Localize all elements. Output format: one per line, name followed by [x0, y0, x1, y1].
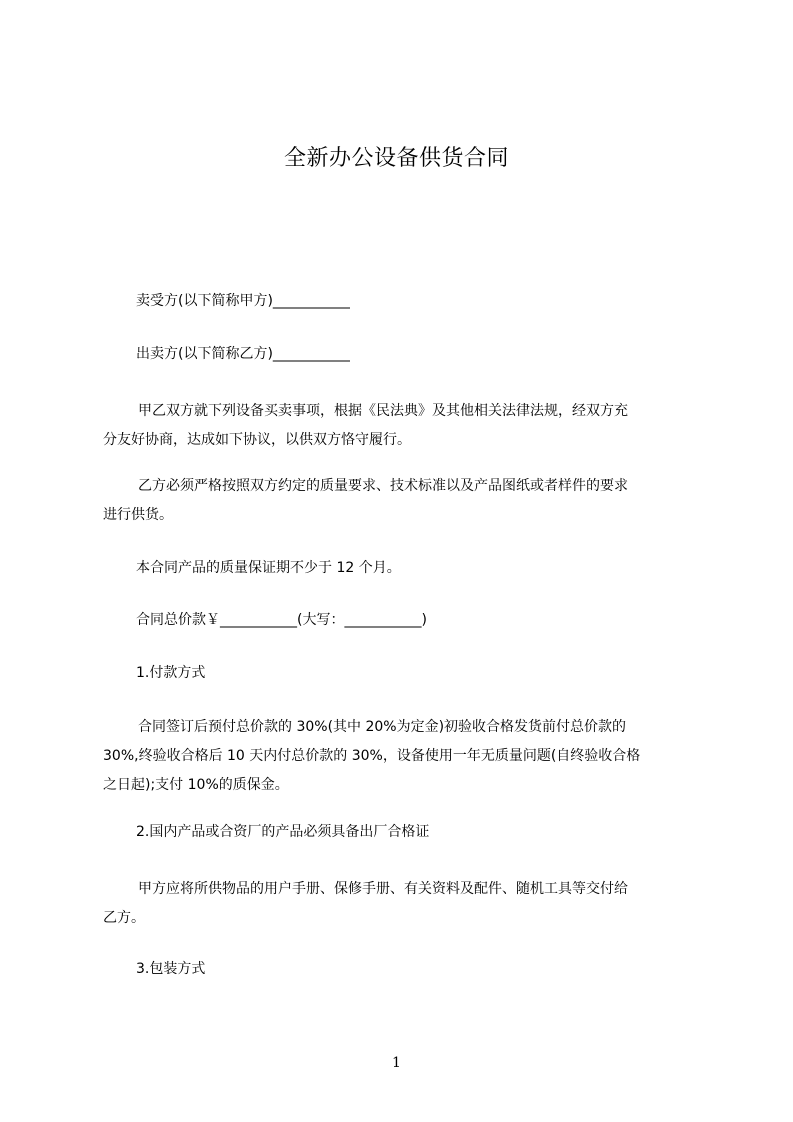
section-2-heading: 2.国内产品或合资厂的产品必须具备出厂合格证	[136, 824, 430, 840]
documents-paragraph	[103, 875, 703, 933]
payment-paragraph	[103, 713, 703, 800]
payment-line-1: 合同签订后预付总价款的 30%(其中 20%为定金)初验收合格发货前付总价款的	[138, 719, 627, 735]
intro-paragraph	[103, 397, 703, 455]
section-1-heading: 1.付款方式	[136, 665, 206, 681]
payment-line-2: 30%,终验收合格后 10 天内付总价款的 30%，设备使用一年无质量问题(自终验收合格	[103, 748, 641, 764]
page-number: 1	[392, 1055, 401, 1071]
intro-line-1: 甲乙双方就下列设备买卖事项，根据《民法典》及其他相关法律法规，经双方充	[138, 403, 628, 419]
total-price-line: 合同总价款￥___________(大写：___________)	[136, 612, 427, 628]
quality-requirement-paragraph	[103, 472, 703, 530]
seller-line: 出卖方(以下简称乙方)___________	[136, 346, 350, 362]
intro-line-2: 分友好协商，达成如下协议，以供双方恪守履行。	[103, 432, 411, 448]
quality-line-1: 乙方必须严格按照双方约定的质量要求、技术标准以及产品图纸或者样件的要求	[138, 478, 628, 494]
quality-line-2: 进行供货。	[103, 507, 173, 523]
documents-line-2: 乙方。	[103, 910, 145, 926]
documents-line-1: 甲方应将所供物品的用户手册、保修手册、有关资料及配件、随机工具等交付给	[138, 881, 628, 897]
buyer-line: 卖受方(以下简称甲方)___________	[136, 293, 350, 309]
section-3-heading: 3.包装方式	[136, 961, 206, 977]
payment-line-3: 之日起);支付 10%的质保金。	[103, 777, 289, 793]
document-title: 全新办公设备供货合同	[283, 146, 509, 171]
warranty-paragraph: 本合同产品的质量保证期不少于 12 个月。	[136, 560, 401, 576]
